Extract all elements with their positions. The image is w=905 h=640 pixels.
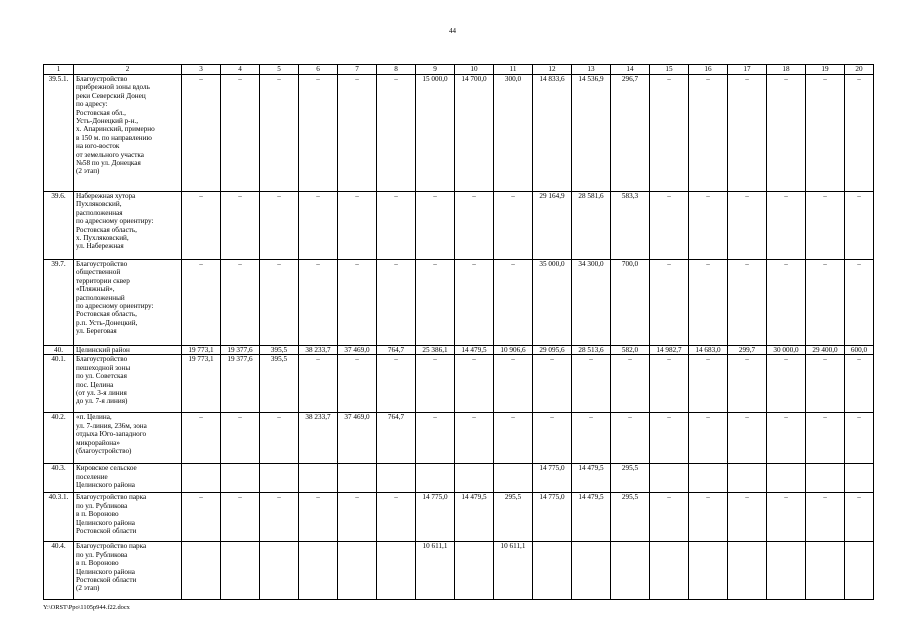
value-cell: 764,7: [377, 413, 416, 464]
value-cell: 395,5: [260, 355, 299, 413]
value-cell: –: [416, 413, 455, 464]
row-name: Благоустройство парка по ул. Рубликова в п. Вороново Целинского района Ростовской области (2 этап): [74, 542, 182, 600]
value-cell: 14 982,7: [650, 346, 689, 355]
table-body: [44, 65, 874, 600]
value-cell: –: [728, 413, 767, 464]
value-cell: –: [806, 413, 845, 464]
value-cell: 37 469,0: [338, 346, 377, 355]
value-cell: –: [845, 75, 874, 192]
value-cell: –: [689, 192, 728, 260]
value-cell: [689, 464, 728, 493]
value-cell: –: [455, 413, 494, 464]
value-cell: –: [377, 355, 416, 413]
column-number: 7: [338, 65, 377, 75]
value-cell: 14 775,0: [533, 464, 572, 493]
budget-table: [43, 64, 874, 600]
row-name: Благоустройство прибрежной зоны вдоль реки Северский Донец по адресу: Ростовская обл., Усть-Донецкий р-н., х. Апаринский, примерно в 150 м. по направлению на юго-восток от земельного участка №58 по ул. Донецкая (2 этап): [74, 75, 182, 192]
value-cell: 35 000,0: [533, 260, 572, 346]
value-cell: –: [767, 493, 806, 542]
table-row: [44, 413, 874, 464]
value-cell: –: [728, 355, 767, 413]
value-cell: [299, 542, 338, 600]
value-cell: [260, 464, 299, 493]
column-number: 3: [182, 65, 221, 75]
column-number: 17: [728, 65, 767, 75]
value-cell: –: [650, 493, 689, 542]
value-cell: –: [689, 413, 728, 464]
value-cell: [611, 542, 650, 600]
value-cell: 14 479,5: [572, 464, 611, 493]
value-cell: –: [416, 355, 455, 413]
value-cell: 299,7: [728, 346, 767, 355]
value-cell: –: [494, 260, 533, 346]
column-number: 13: [572, 65, 611, 75]
value-cell: 37 469,0: [338, 413, 377, 464]
value-cell: –: [338, 192, 377, 260]
value-cell: –: [728, 260, 767, 346]
value-cell: –: [572, 355, 611, 413]
column-number: 15: [650, 65, 689, 75]
column-number-row: [44, 65, 874, 75]
row-number: 40.1.: [44, 355, 74, 413]
value-cell: [377, 464, 416, 493]
value-cell: –: [728, 75, 767, 192]
page-number: 44: [449, 27, 456, 35]
value-cell: [377, 542, 416, 600]
column-number: 19: [806, 65, 845, 75]
value-cell: [338, 464, 377, 493]
value-cell: [728, 464, 767, 493]
value-cell: –: [689, 75, 728, 192]
value-cell: [845, 542, 874, 600]
value-cell: [806, 464, 845, 493]
value-cell: –: [806, 75, 845, 192]
value-cell: 296,7: [611, 75, 650, 192]
column-number: 2: [74, 65, 182, 75]
value-cell: –: [806, 192, 845, 260]
value-cell: [728, 542, 767, 600]
value-cell: –: [650, 192, 689, 260]
value-cell: [806, 542, 845, 600]
value-cell: –: [845, 413, 874, 464]
value-cell: 10 906,6: [494, 346, 533, 355]
value-cell: 582,0: [611, 346, 650, 355]
value-cell: –: [806, 355, 845, 413]
row-name: Кировское сельское поселение Целинского района: [74, 464, 182, 493]
row-number: 40.3.1.: [44, 493, 74, 542]
column-number: 1: [44, 65, 74, 75]
value-cell: [299, 464, 338, 493]
table-row: [44, 260, 874, 346]
value-cell: 764,7: [377, 346, 416, 355]
value-cell: –: [611, 355, 650, 413]
row-name: «п. Целина, ул. 7-линия, 236м, зона отдыха Юго-западного микрорайона» (благоустройство): [74, 413, 182, 464]
value-cell: 600,0: [845, 346, 874, 355]
table-row: [44, 75, 874, 192]
value-cell: [182, 464, 221, 493]
value-cell: –: [221, 75, 260, 192]
table-row: [44, 493, 874, 542]
value-cell: –: [533, 413, 572, 464]
value-cell: –: [767, 192, 806, 260]
column-number: 4: [221, 65, 260, 75]
column-number: 16: [689, 65, 728, 75]
value-cell: 19 773,1: [182, 355, 221, 413]
column-number: 5: [260, 65, 299, 75]
value-cell: –: [455, 260, 494, 346]
row-number: 40.: [44, 346, 74, 355]
value-cell: [221, 464, 260, 493]
value-cell: –: [260, 192, 299, 260]
value-cell: 14 683,0: [689, 346, 728, 355]
value-cell: –: [182, 75, 221, 192]
value-cell: [845, 464, 874, 493]
value-cell: –: [845, 493, 874, 542]
column-number: 12: [533, 65, 572, 75]
value-cell: [572, 542, 611, 600]
column-number: 9: [416, 65, 455, 75]
row-number: 40.3.: [44, 464, 74, 493]
value-cell: 30 000,0: [767, 346, 806, 355]
value-cell: –: [182, 493, 221, 542]
row-name: Целинский район: [74, 346, 182, 355]
value-cell: –: [650, 75, 689, 192]
value-cell: 15 000,0: [416, 75, 455, 192]
value-cell: –: [572, 413, 611, 464]
value-cell: –: [221, 260, 260, 346]
value-cell: 14 833,6: [533, 75, 572, 192]
value-cell: –: [299, 355, 338, 413]
value-cell: –: [338, 75, 377, 192]
row-name: Благоустройство общественной территории сквер «Пляжный», расположенный по адресному ориентиру: Ростовская область, р.п. Усть-Донецкий, ул. Береговая: [74, 260, 182, 346]
row-number: 39.5.1.: [44, 75, 74, 192]
value-cell: –: [221, 493, 260, 542]
value-cell: 19 377,6: [221, 355, 260, 413]
value-cell: [338, 542, 377, 600]
table-row: [44, 346, 874, 355]
value-cell: 300,0: [494, 75, 533, 192]
value-cell: –: [767, 75, 806, 192]
value-cell: –: [338, 355, 377, 413]
value-cell: 38 233,7: [299, 346, 338, 355]
value-cell: –: [182, 192, 221, 260]
file-path: Y:\ORST\Ppo\1105p944.f22.docx: [43, 604, 130, 611]
value-cell: [533, 542, 572, 600]
column-number: 18: [767, 65, 806, 75]
value-cell: –: [650, 355, 689, 413]
value-cell: –: [221, 192, 260, 260]
value-cell: [689, 542, 728, 600]
value-cell: [182, 542, 221, 600]
value-cell: 14 775,0: [533, 493, 572, 542]
row-name: Благоустройство пешеходной зоны по ул. Советская пос. Целина (от ул. 3-я линия до ул. 7-я линия): [74, 355, 182, 413]
value-cell: –: [611, 413, 650, 464]
value-cell: [455, 464, 494, 493]
value-cell: –: [416, 260, 455, 346]
column-number: 20: [845, 65, 874, 75]
value-cell: –: [494, 355, 533, 413]
value-cell: –: [845, 260, 874, 346]
column-number: 8: [377, 65, 416, 75]
value-cell: 14 700,0: [455, 75, 494, 192]
value-cell: –: [260, 493, 299, 542]
value-cell: 29 095,6: [533, 346, 572, 355]
value-cell: –: [338, 493, 377, 542]
value-cell: –: [455, 355, 494, 413]
value-cell: –: [377, 260, 416, 346]
value-cell: –: [299, 192, 338, 260]
value-cell: 10 611,1: [494, 542, 533, 600]
value-cell: –: [806, 260, 845, 346]
value-cell: 583,3: [611, 192, 650, 260]
value-cell: 28 513,6: [572, 346, 611, 355]
table-row: [44, 355, 874, 413]
value-cell: –: [299, 75, 338, 192]
row-name: Благоустройство парка по ул. Рубликова в п. Вороново Целинского района Ростовской области: [74, 493, 182, 542]
value-cell: 28 581,6: [572, 192, 611, 260]
value-cell: 700,0: [611, 260, 650, 346]
value-cell: –: [845, 192, 874, 260]
column-number: 6: [299, 65, 338, 75]
row-number: 39.6.: [44, 192, 74, 260]
value-cell: –: [299, 493, 338, 542]
value-cell: [416, 464, 455, 493]
value-cell: [494, 464, 533, 493]
value-cell: –: [689, 260, 728, 346]
value-cell: –: [650, 413, 689, 464]
value-cell: 14 775,0: [416, 493, 455, 542]
value-cell: –: [650, 260, 689, 346]
value-cell: [650, 464, 689, 493]
value-cell: [767, 464, 806, 493]
value-cell: 14 479,5: [455, 346, 494, 355]
value-cell: 14 479,5: [455, 493, 494, 542]
row-number: 39.7.: [44, 260, 74, 346]
value-cell: –: [728, 192, 767, 260]
value-cell: –: [377, 75, 416, 192]
row-number: 40.2.: [44, 413, 74, 464]
value-cell: [650, 542, 689, 600]
table-row: [44, 542, 874, 600]
value-cell: 34 300,0: [572, 260, 611, 346]
table-row: [44, 192, 874, 260]
value-cell: –: [767, 413, 806, 464]
value-cell: [221, 542, 260, 600]
value-cell: 14 479,5: [572, 493, 611, 542]
value-cell: –: [689, 355, 728, 413]
value-cell: –: [806, 493, 845, 542]
value-cell: 19 773,1: [182, 346, 221, 355]
value-cell: –: [494, 413, 533, 464]
value-cell: –: [221, 413, 260, 464]
column-number: 11: [494, 65, 533, 75]
value-cell: 29 164,9: [533, 192, 572, 260]
value-cell: 295,5: [611, 493, 650, 542]
value-cell: –: [182, 413, 221, 464]
row-number: 40.4.: [44, 542, 74, 600]
value-cell: –: [728, 493, 767, 542]
value-cell: –: [416, 192, 455, 260]
value-cell: –: [494, 192, 533, 260]
column-number: 10: [455, 65, 494, 75]
value-cell: –: [377, 493, 416, 542]
value-cell: [260, 542, 299, 600]
value-cell: –: [299, 260, 338, 346]
document-sheet: [43, 64, 868, 600]
value-cell: 25 386,1: [416, 346, 455, 355]
table-row: [44, 464, 874, 493]
value-cell: –: [377, 192, 416, 260]
column-number: 14: [611, 65, 650, 75]
value-cell: –: [689, 493, 728, 542]
value-cell: –: [260, 413, 299, 464]
value-cell: [455, 542, 494, 600]
value-cell: 14 536,9: [572, 75, 611, 192]
value-cell: –: [767, 355, 806, 413]
value-cell: 10 611,1: [416, 542, 455, 600]
value-cell: –: [260, 75, 299, 192]
value-cell: 395,5: [260, 346, 299, 355]
value-cell: –: [845, 355, 874, 413]
value-cell: –: [767, 260, 806, 346]
value-cell: 29 400,0: [806, 346, 845, 355]
value-cell: 295,5: [611, 464, 650, 493]
value-cell: 38 233,7: [299, 413, 338, 464]
value-cell: [767, 542, 806, 600]
value-cell: –: [182, 260, 221, 346]
value-cell: –: [455, 192, 494, 260]
value-cell: 19 377,6: [221, 346, 260, 355]
row-name: Набережная хутора Пухляковский, расположенная по адресному ориентиру: Ростовская область, х. Пухляковский, ул. Набережная: [74, 192, 182, 260]
value-cell: –: [338, 260, 377, 346]
value-cell: –: [260, 260, 299, 346]
value-cell: 295,5: [494, 493, 533, 542]
value-cell: –: [533, 355, 572, 413]
